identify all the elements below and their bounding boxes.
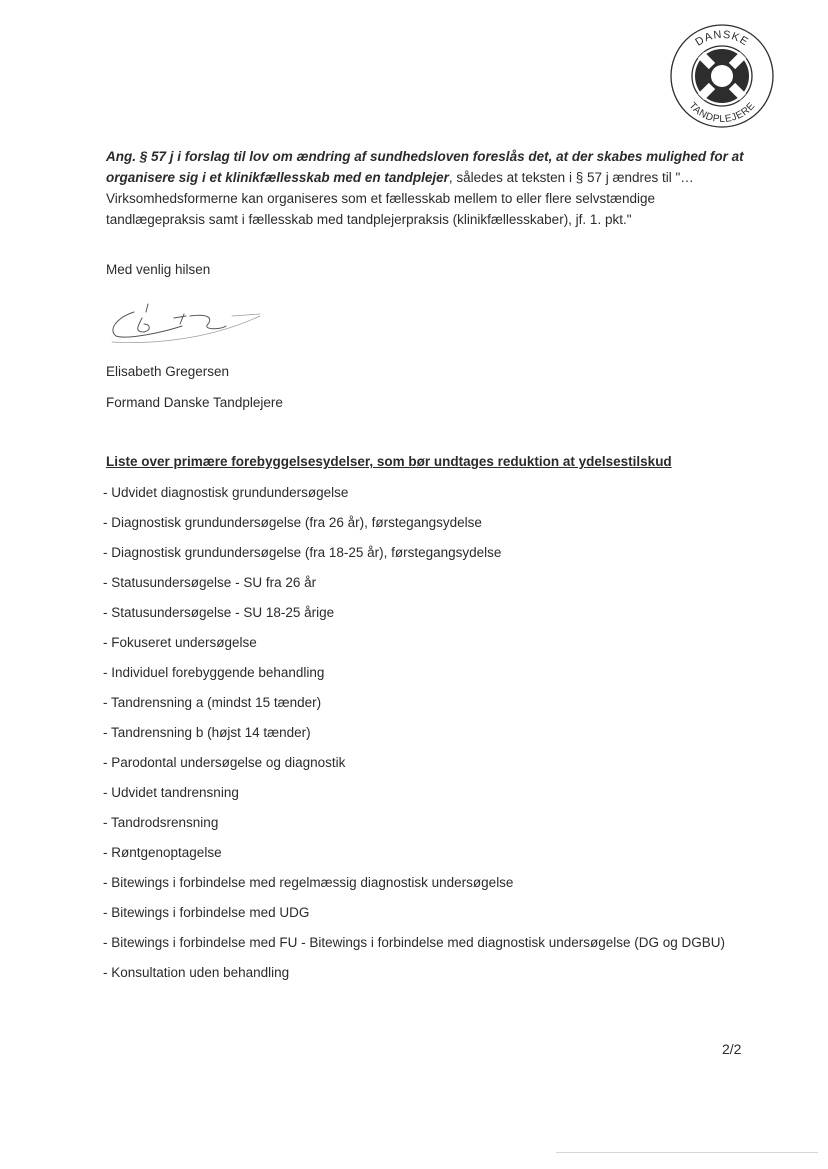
list-item: - Tandrensning b (højst 14 tænder) bbox=[103, 725, 311, 740]
intro-emphasis: Ang. § 57 j i forslag til lov om ændring af sundhedsloven foreslås det, at der skabes mulighed for at organisere sig i et klinikfællesskab med en tandplejer bbox=[106, 149, 744, 185]
handwritten-signature bbox=[104, 296, 264, 350]
list-item: - Røntgenoptagelse bbox=[103, 845, 222, 860]
list-item: - Bitewings i forbindelse med FU - Bitewings i forbindelse med diagnostisk undersøgelse (DG og DGBU) bbox=[103, 935, 726, 950]
list-item: - Individuel forebyggende behandling bbox=[103, 665, 325, 680]
danske-tandplejere-logo bbox=[668, 22, 776, 130]
list-item: - Udvidet diagnostisk grundundersøgelse bbox=[103, 485, 349, 500]
signatory-name: Elisabeth Gregersen bbox=[106, 364, 230, 379]
list-item: - Konsultation uden behandling bbox=[103, 965, 290, 980]
intro-rest: , således at teksten i § 57 j ændres til "… Virksomhedsformerne kan organiseres som et fællesskab mellem to eller flere selvstændige tandlægepraksis samt i fællesskab med tandplejerpraksis (klinikfællesskaber), jf. 1. pkt." bbox=[106, 170, 694, 227]
lifebuoy-logo-graphic bbox=[668, 22, 776, 130]
closing-greeting: Med venlig hilsen bbox=[106, 262, 211, 277]
list-item: - Tandrensning a (mindst 15 tænder) bbox=[103, 695, 322, 710]
logo-text-bottom: TANDPLEJERE bbox=[686, 100, 758, 126]
list-item: - Bitewings i forbindelse med regelmæssig diagnostisk undersøgelse bbox=[103, 875, 514, 890]
page-number: 2/2 bbox=[722, 1041, 742, 1057]
list-item: - Statusundersøgelse - SU fra 26 år bbox=[103, 575, 317, 590]
footer-divider bbox=[556, 1152, 818, 1153]
list-item: - Fokuseret undersøgelse bbox=[103, 635, 257, 650]
intro-paragraph bbox=[106, 146, 756, 230]
list-item: - Bitewings i forbindelse med UDG bbox=[103, 905, 310, 920]
list-item: - Diagnostisk grundundersøgelse (fra 18-25 år), førstegangsydelse bbox=[103, 545, 502, 560]
svg-text:TANDPLEJERE bbox=[686, 100, 757, 125]
signatory-role: Formand Danske Tandplejere bbox=[106, 395, 283, 410]
list-item: - Udvidet tandrensning bbox=[103, 785, 239, 800]
list-item: - Diagnostisk grundundersøgelse (fra 26 år), førstegangsydelse bbox=[103, 515, 482, 530]
service-list bbox=[103, 483, 725, 993]
list-heading: Liste over primære forebyggelsesydelser, som bør undtages reduktion at ydelsestilskud bbox=[106, 454, 672, 469]
logo-text-top: DANSKE bbox=[693, 28, 751, 49]
list-item: - Tandrodsrensning bbox=[103, 815, 219, 830]
list-item: - Statusundersøgelse - SU 18-25 årige bbox=[103, 605, 335, 620]
list-item: - Parodontal undersøgelse og diagnostik bbox=[103, 755, 346, 770]
